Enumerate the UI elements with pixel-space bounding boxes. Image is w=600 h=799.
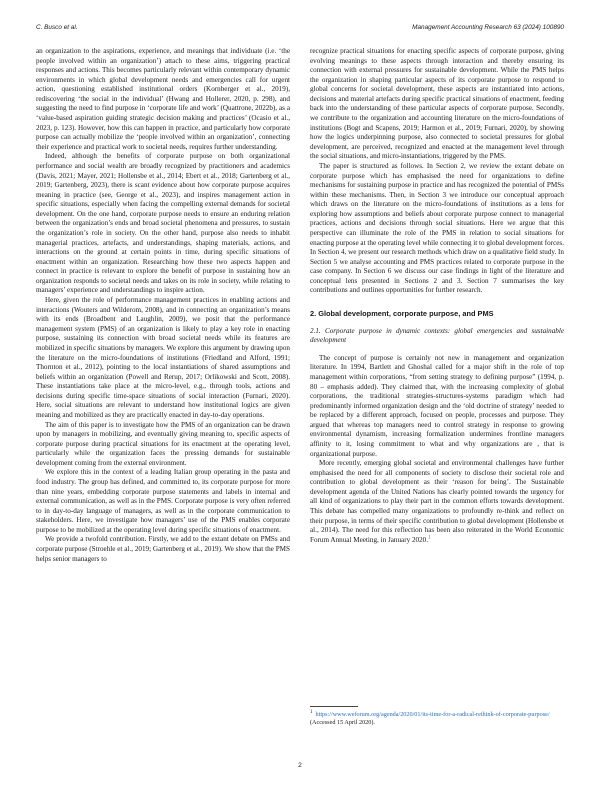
footnote-text: (Accessed 15 April 2020). [310,719,375,727]
paragraph [310,459,564,545]
header-authors: C. Busco et al. [36,24,78,31]
paragraph: The aim of this paper is to investigate how the PMS of an organization can be drawn upon by managers in mobilizing, and eventually giving meaning to, specific aspects of corporate purpose during practical situations for its enactment at the operating level, particularly while the organization faces the pressing demands for sustainable development coming from the external environment. [36,420,290,467]
paragraph: We provide a twofold contribution. Firstly, we add to the extant debate on PMSs and corporate purpose (Stroehle et al., 2019; Gartenberg et al., 2019). We show that the PMS helps senior managers to [36,535,290,563]
footnote-rule [310,706,358,707]
paragraph: an organization to the aspirations, experience, and meanings that individuate (i.e. ‘the people involved within an organization’) attach to these aims, triggering practical responses and actions. This becomes particularly relevant within contemporary dynamic environments in which global development needs and emergencies call for urgent action, questioning established institutional orders (Kornberger et al., 2019), rediscovering ‘the social in the individual’ (Hwang and Hollerer, 2020, p. 298), and suggesting the need to find purpose in ‘corporate life and work’ (Quattrone, 2022b), as a ‘value-based aspiration guiding strategic decision making and practices’ (Ocasio et al., 2023, p. 123). However, how this can happen in practice, and particularly how corporate purpose can actually mobilize the ‘people involved within an organization’, connecting their experience and practical work to societal needs, requires further understanding. [36,47,290,151]
left-column [36,47,290,564]
footnote-marker[interactable]: 1 [428,535,431,541]
subsection-heading: 2.1. Corporate purpose in dynamic contexts: global emergencies and sustainable development [310,326,564,345]
paragraph: Indeed, although the benefits of corporate purpose on both organizational performance and social wealth are broadly recognized by practitioners and academics (Davis, 2021; Mayer, 2021; Hollensbe et al., 2014; Ebert et al., 2018; Gartenberg et al., 2019; Gartenberg, 2023), there is scant evidence about how corporate purpose acquires meaning in practice (see, George et al., 2023), and inspires management action in specific situations, especially when facing the compelling external demands for societal development. On the one hand, corporate purpose needs to ensure an enduring relation between the organization’s ends and broad societal phenomena and pressures, to sustain the organization’s role in society. On the other hand, purpose also needs to inhabit managerial practices, artefacts, and understandings, shaping materials, actions, and interactions on the ground at certain points in time, during specific situations of enactment within an organization. Researching how these two aspects happen and connect in practice is relevant to explore the benefit of purpose in sustaining how an organization responds to societal needs and takes on its role in society, while relating to managers’ experience and understandings to inspire action. [36,152,290,295]
paragraph: We explore this in the context of a leading Italian group operating in the pasta and food industry. The group has defined, and committed to, its corporate purpose for more than nine years, embedding corporate purpose statements and labels in internal and external communication, as well as in the PMS. Corporate purpose is very often referred to in day-to-day language of managers, as well as in the corporate communication to stakeholders. Here, we investigate how managers’ use of the PMS enables corporate purpose to be mobilized at the operating level during specific situations of enactment. [36,468,290,534]
paragraph: The concept of purpose is certainly not new in management and organization literature. In 1994, Bartlett and Ghoshal called for a major shift in the role of top management within corporations, “from setting strategy to defining purpose” (1994, p. 80 – emphasis added). They claimed that, with the increasing complexity of global corporations, the traditional strategies-structures-systems paradigm which had predominantly informed organization design and the ‘old doctrine of strategy’ needed to be replaced by a different approach, focused on people, processes and purpose. They argued that whereas top managers need to control strategy in response to growing environmental dynamism, increasing formalization undermines frontline managers affinity to it, losing commitment to what and why organizations are , that is organizational purpose. [310,353,564,458]
right-column [310,47,564,545]
footnote-number: 1 [310,709,313,715]
paragraph: The paper is structured as follows. In Section 2, we review the extant debate on corporate purpose which has emphasised the need for organizations to define mechanisms for sustaining purpose in practice and has recognized the potential of PMSs within these mechanisms. Then, in Section 3 we introduce our conceptual approach which draws on the literature on the micro-foundations of institutions as a lens for exploring how assumptions and beliefs about corporate purpose connect to managerial practices, actions and decisions through social situations. Here we argue that this perspective can illuminate the role of the PMS in relation to social situations for enacting purpose at the operating level while connecting it to global development forces. In Section 4, we present our research methods which draw on a qualitative field study. In Section 5 we analyse accounting and PMS practices related to corporate purpose in the case company. In Section 6 we discuss our case findings in light of the literature and conceptual lens presented in Sections 2 and 3. Section 7 summarises the key contributions and outlines opportunities for further research. [310,161,564,295]
page-number: 2 [298,762,302,769]
footnote [310,711,564,728]
footnote-link[interactable]: https://www.weforum.org/agenda/2020/01/its-time-for-a-radical-rethink-of-corporate-purpose/ [315,711,550,718]
header-journal: Management Accounting Research 63 (2024) 100890 [412,24,564,31]
paragraph: Here, given the role of performance management practices in enabling actions and interactions (Wouters and Wilderom, 2008), and in connecting an organization’s means with its ends (Broadbent and Laughlin, 2009), we posit that the performance management system (PMS) of an organization is likely to play a key role in enacting purpose, sustaining its connection with broad societal needs while its features are mobilized in specific situations by managers. We explore this argument by drawing upon the literature on the micro-foundations of institutions (Friedland and Alford, 1991; Thornton et al., 2012), pointing to the local instantiations of shared assumptions and beliefs within an organization (Powell and Rerup, 2017; Orlikowski and Scott, 2008). These instantiations take place at the micro-level, e.g., through tools, actions and decisions during specific time-space situations of social interaction (Furnari, 2020). Here, social situations are relevant to understand how institutional logics are given meaning and mobilized as they are practically enacted in day-to-day operations. [36,296,290,419]
paragraph-text: More recently, emerging global societal and environmental challenges have further emphasised the need for all components of society to disclose their societal role and contribution to global development as their ‘reason for being’. The Sustainable development agenda of the United Nations has clearly pointed towards the urgency for all kind of organizations to play their part in the common efforts towards development. This debate has compelled many organizations to profoundly re-think and reflect on their purpose, in terms of their specific contribution to global development (Hollensbe et al., 2014). The need for this reflection has been also reiterated in the World Economic Forum Annual Meeting, in January 2020. [310,459,564,544]
running-header [36,24,564,36]
section-heading: 2. Global development, corporate purpose, and PMS [310,309,494,319]
paragraph: recognize practical situations for enacting specific aspects of corporate purpose, giving evolving meanings to these aspects through interaction and thereby ensuring its connection with external pressures for sustainable development. While the PMS helps the organization in shaping particular aspects of its corporate purpose to respond to global concerns for societal development, these aspects are instantiated into actions, decisions and material artefacts during specific practical situations of enactment, feeding back into the understanding of these particular aspects of corporate purpose. Secondly, we contribute to the organization and accounting literature on the micro-foundations of institutions (Bogt and Scapens, 2019; Harmon et al., 2019; Furnari, 2020), by showing how the logics underpinning purpose, also connected to societal pressures for global development, are perceived, recognized and enacted at the management level through the social situations, and micro-instantiations, triggered by the PMS. [310,47,564,161]
